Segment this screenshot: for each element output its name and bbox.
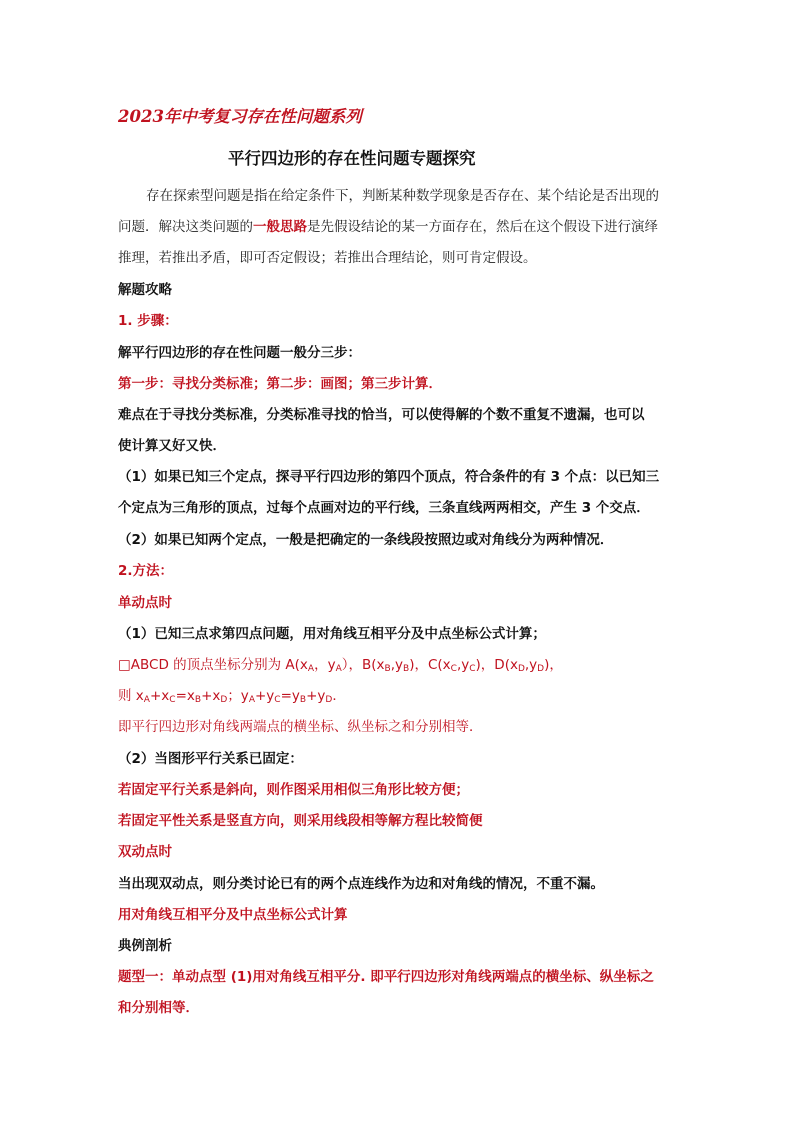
coord-text: )， [544, 657, 563, 673]
double-moving-method: 用对角线互相平分及中点坐标公式计算 [118, 907, 348, 923]
rel-sub: D [325, 695, 333, 705]
difficulty-line-1: 难点在于寻找分类标准，分类标准寻找的恰当，可以使得解的个数不重复不遗漏，也可以 [118, 407, 645, 423]
rel-text: =x [175, 688, 195, 704]
examples-heading: 典例剖析 [118, 938, 172, 954]
case1-line-2: 个定点为三角形的顶点，过每个点画对边的平行线，三条直线两两相交，产生 3 个交点． [118, 500, 650, 516]
intro-line-1: 存在探索型问题是指在给定条件下，判断某种数学现象是否存在、某个结论是否出现的 [146, 188, 659, 204]
strategy-heading: 解题攻略 [118, 282, 172, 298]
rel-sub: A [248, 695, 255, 705]
rel-text: +x [149, 688, 170, 704]
rel-text: ． [332, 688, 346, 704]
rel-text: +y [306, 688, 326, 704]
coord-text: ,y [524, 657, 538, 673]
type1-line-2: 和分别相等． [118, 1000, 199, 1016]
rel-sub: D [220, 695, 228, 705]
rel-sub: A [143, 695, 150, 705]
rel-text: ；y [227, 688, 249, 704]
type1-line-1: 题型一：单动点型 (1)用对角线互相平分. 即平行四边形对角线两端点的横坐标、纵坐标之 [118, 969, 654, 985]
rel-text: =y [280, 688, 300, 704]
difficulty-line-2: 使计算又好又快． [118, 438, 226, 454]
steps-list: 第一步：寻找分类标准；第二步：画图；第三步计算． [118, 376, 442, 392]
series-title: 2023年中考复习存在性问题系列 [118, 107, 362, 126]
coord-text: □ABCD 的顶点坐标分别为 A(x [118, 657, 308, 673]
intro-line-3: 推理，若推出矛盾，即可否定假设；若推出合理结论，则可肯定假设。 [118, 250, 537, 266]
coord-text: ，y [314, 657, 336, 673]
intro-line-2a: 问题．解决这类问题的 [118, 219, 253, 235]
method-2-vertical: 若固定平性关系是竖直方向，则采用线段相等解方程比较简便 [118, 813, 483, 829]
case2-line: （2）如果已知两个定点，一般是把确定的一条线段按照边或对角线分为两种情况． [118, 532, 614, 548]
coord-sub: C [469, 664, 476, 674]
method-2: （2）当图形平行关系已固定： [118, 751, 303, 767]
method-heading: 2.方法： [118, 563, 174, 579]
coord-sub: D [537, 664, 545, 674]
relation-note: 即平行四边形对角线两端点的横坐标、纵坐标之和分别相等． [118, 719, 483, 735]
coord-sub: D [517, 664, 525, 674]
coord-sub: A [307, 664, 315, 674]
coord-sub: B [384, 664, 391, 674]
rel-sub: B [194, 695, 202, 705]
general-idea-emphasis: 一般思路 [253, 219, 307, 235]
coord-text: ,y [390, 657, 404, 673]
coord-text: )，D(x [475, 657, 518, 673]
rel-text: 则 x [118, 688, 144, 704]
double-moving-heading: 双动点时 [118, 844, 172, 860]
coord-sub: A [335, 664, 342, 674]
method-1: （1）已知三点求第四点问题，用对角线互相平分及中点坐标公式计算； [118, 626, 546, 642]
main-title: 平行四边形的存在性问题专题探究 [228, 149, 476, 168]
steps-intro: 解平行四边形的存在性问题一般分三步： [118, 345, 361, 361]
coordinate-relation [118, 687, 346, 705]
rel-sub: B [299, 695, 307, 705]
case1-line-1: （1）如果已知三个定点，探寻平行四边形的第四个顶点，符合条件的有 3 个点：以已知三 [118, 469, 660, 485]
method-2-oblique: 若固定平行关系是斜向，则作图采用相似三角形比较方便； [118, 782, 469, 798]
intro-line-2 [118, 218, 658, 236]
coord-sub: C [450, 664, 457, 674]
steps-heading: 1. 步骤： [118, 313, 178, 329]
double-moving-note: 当出现双动点，则分类讨论已有的两个点连线作为边和对角线的情况，不重不漏。 [118, 876, 604, 892]
rel-sub: C [169, 695, 176, 705]
vertex-coordinates [118, 656, 563, 674]
rel-sub: C [274, 695, 281, 705]
single-moving-heading: 单动点时 [118, 595, 172, 611]
coord-text: )，C(x [409, 657, 451, 673]
rel-text: +x [201, 688, 221, 704]
intro-line-2b: 是先假设结论的某一方面存在，然后在这个假设下进行演绎 [307, 219, 658, 235]
rel-text: +y [254, 688, 275, 704]
coord-text: ），B(x [341, 657, 385, 673]
coord-sub: B [403, 664, 410, 674]
coord-text: ,y [456, 657, 470, 673]
